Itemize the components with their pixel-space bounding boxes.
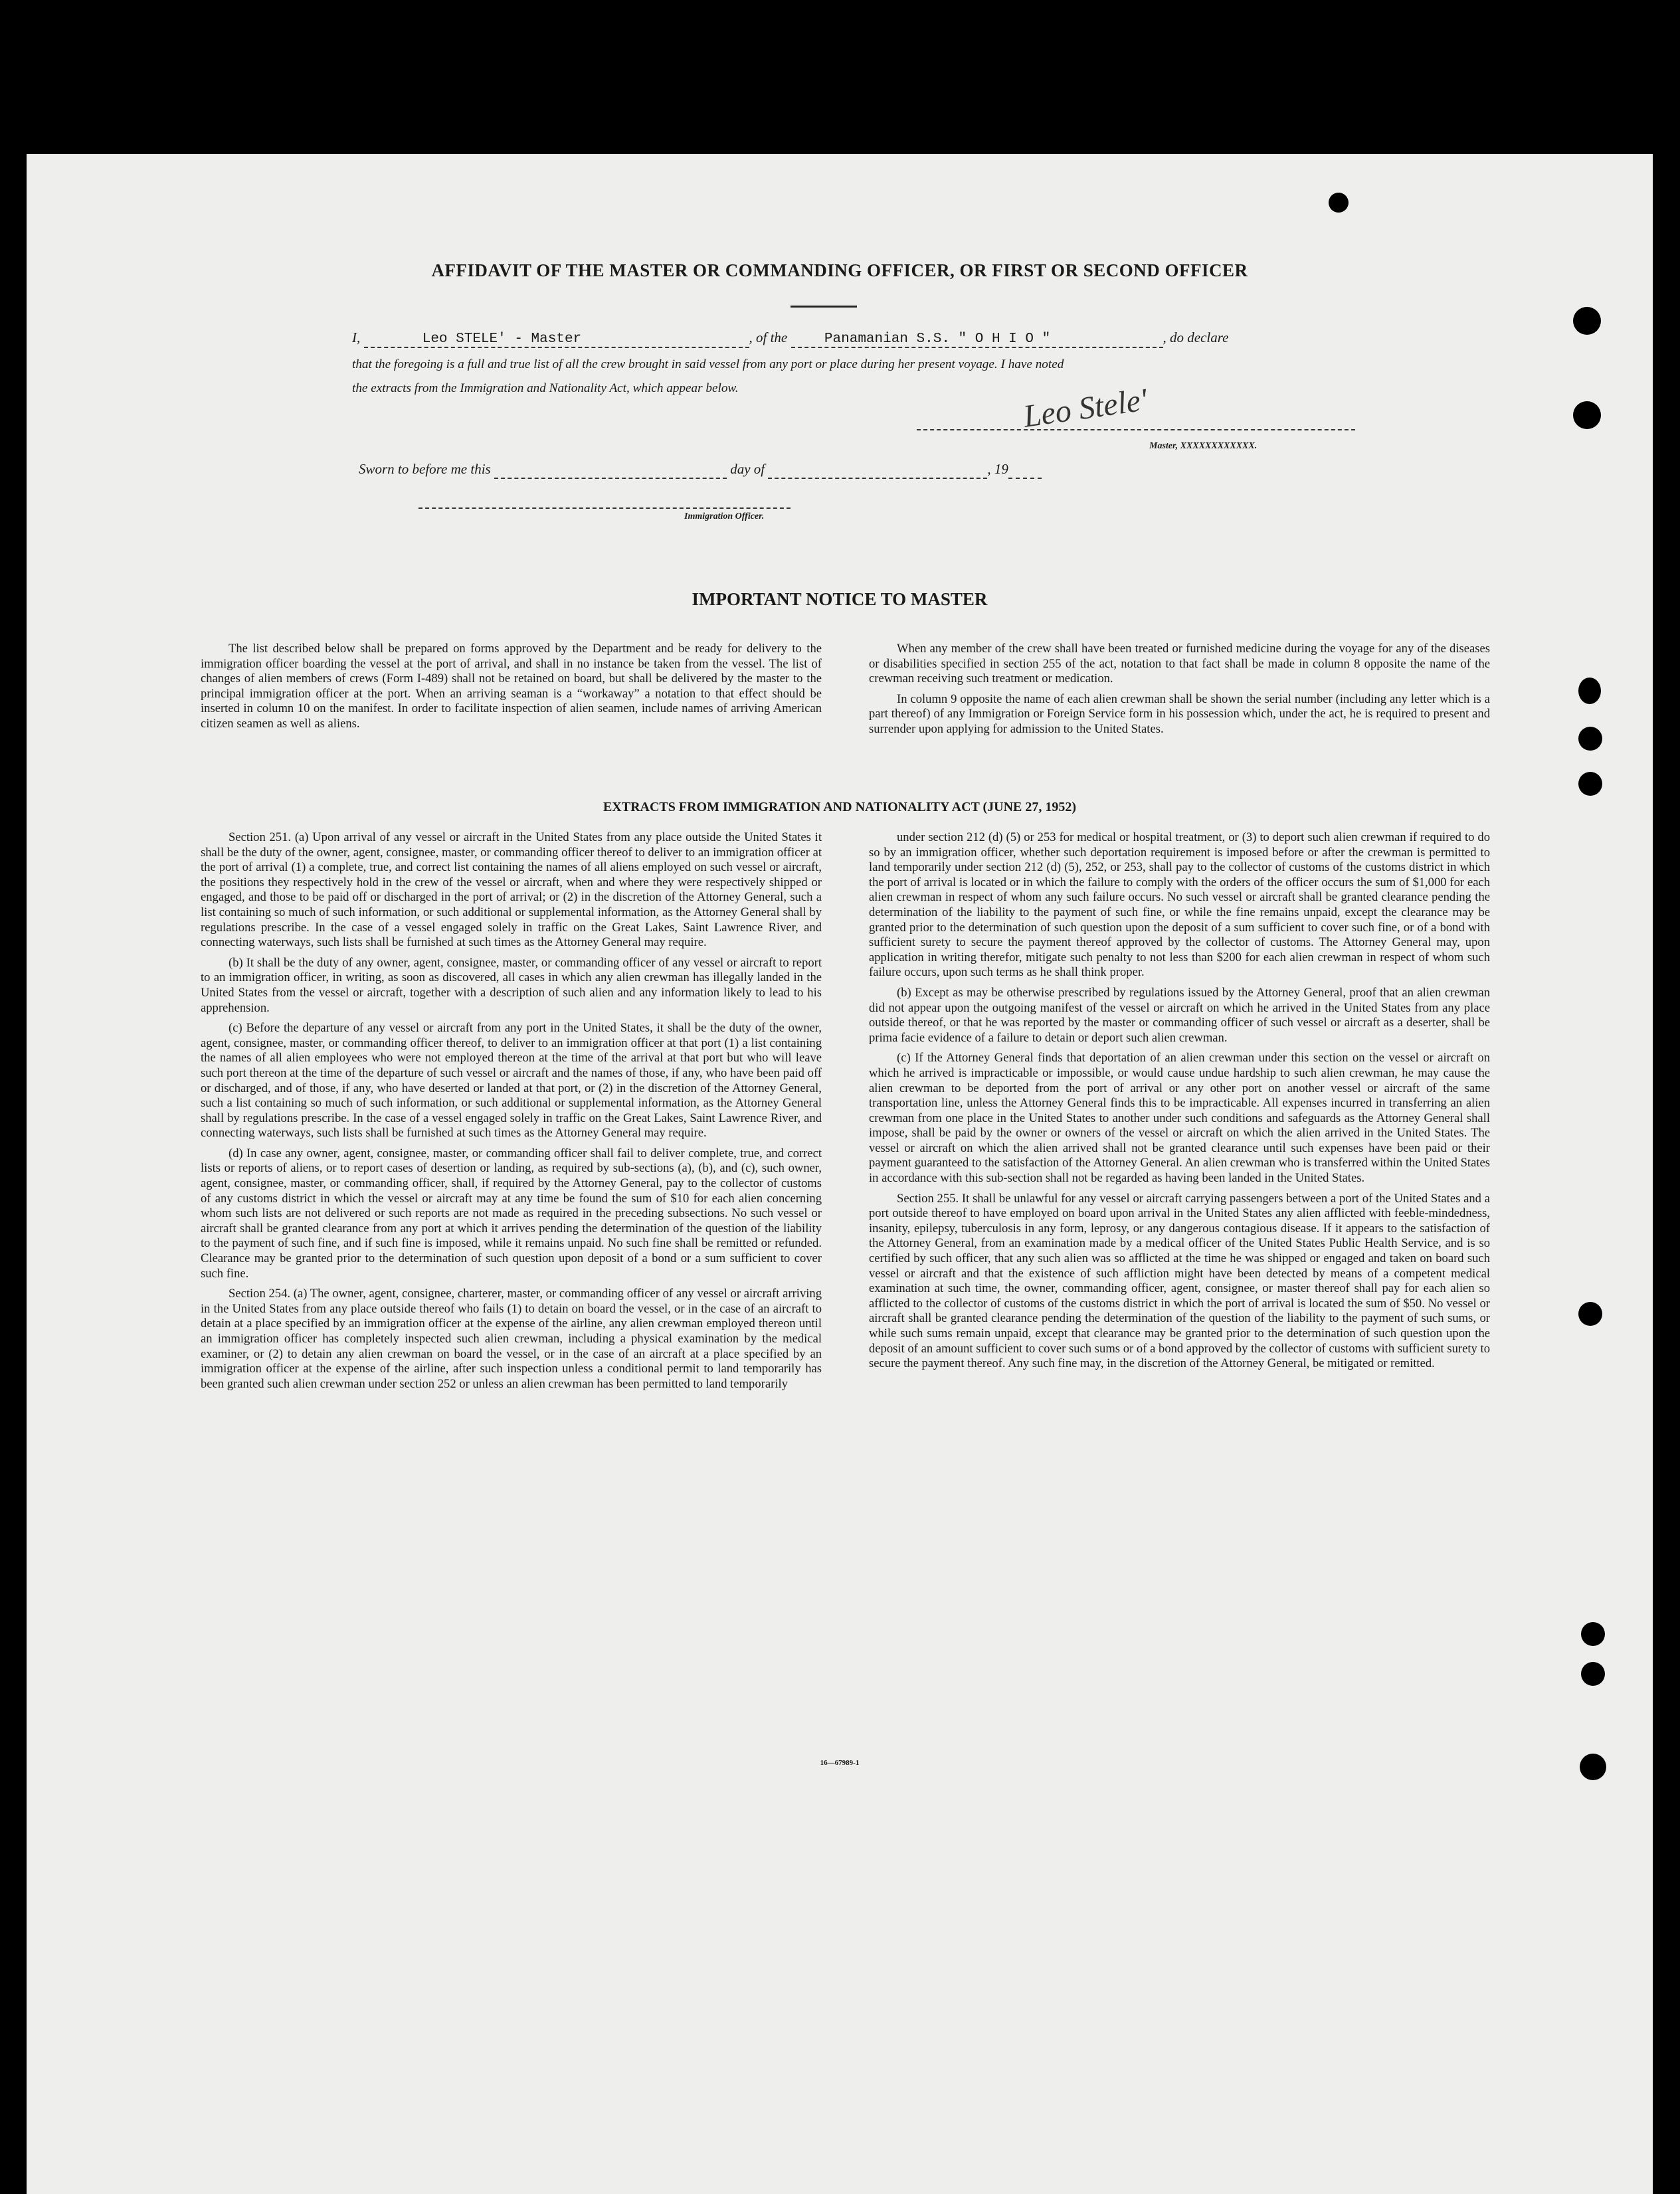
sworn-line [359,461,1042,479]
punch-hole [1573,307,1601,335]
notice-right-column [869,642,1490,743]
vessel-name: Panamanian S.S. " O H I O " [824,331,1051,347]
master-name: Leo STELE' - Master [422,331,582,347]
pronoun-i: I, [352,329,361,345]
punch-hole [1578,727,1602,751]
extracts-heading: EXTRACTS FROM IMMIGRATION AND NATIONALITY ACT (JUNE 27, 1952) [603,800,1077,814]
punch-hole [1329,193,1349,213]
master-name-field [364,331,749,348]
extracts-right-column [869,830,1490,1377]
extracts-left-column [201,830,822,1397]
punch-hole [1581,1622,1605,1646]
punch-hole [1578,1302,1602,1326]
section-paragraph: (b) Except as may be otherwise prescribed by regulations issued by the Attorney General, proof that an alien crewman did not appear upon the outgoing manifest of the vessel or aircraft on which he arrived in the United States from any place outside thereof, or that he was reported by the master or commanding officer of such vessel or aircraft as a deserter, shall be prima facie evidence of a failure to detain or deport such alien crewman. [869,985,1490,1045]
year-field [1008,461,1042,479]
section-paragraph: under section 212 (d) (5) or 253 for medical or hospital treatment, or (3) to deport such alien crewman if required to do so by an immigration officer, whether such deportation requirement is imposed before or after the crewman is permitted to land temporarily under section 212 (d) (5), 252, or 253, shall pay to the collector of customs of the customs district in which the port of arrival is located or in which the failure to comply with the orders of the officer occurs the sum of $1,000 for each alien crewman in respect of whom any such failure occurs. No such vessel or aircraft shall be granted clearance pending the determination of the liability to the payment of such fine, or while the fine remains unpaid, except the clearance may be granted prior to the determination of such question upon the deposit of a sum sufficient to cover such fine, or of a bond with sufficient surety to secure the payment thereof approved by the collector of customs. The Attorney General may, upon application in writing therefor, mitigate such penalty to not less than $200 for each alien crewman in respect of whom such failure occurs, upon such terms as he shall think proper. [869,830,1490,980]
affidavit-title: AFFIDAVIT OF THE MASTER OR COMMANDING OFFICER, OR FIRST OR SECOND OFFICER [431,260,1248,280]
master-caption: Master, XXXXXXXXXXXX. [1149,441,1258,451]
section-paragraph: Section 254. (a) The owner, agent, consignee, charterer, master, or commanding officer of any vessel or aircraft arriving in the United States from any place outside thereof who fails (1) to detain on board the vessel, or in the case of an aircraft to detain at a place specified by an immigration officer at the expense of the airline, any alien crewman employed thereon until an immigration officer has completely inspected such alien crewman, including a physical examination by the medical examiner, or (2) to detain any alien crewman on board the vessel, or in the case of an aircraft at a place specified by an immigration officer at the expense of the airline, after such inspection unless a conditional permit to land temporarily has been granted such alien crewman under section 252 or unless an alien crewman has been permitted to land temporarily [201,1287,822,1391]
punch-hole [1573,401,1601,429]
sworn-date-field [494,461,727,479]
section-paragraph: (b) It shall be the duty of any owner, agent, consignee, master, or commanding officer of any vessel or aircraft to report to an immigration officer, in writing, as soon as discovered, all cases in which any alien crewman has illegally landed in the United States from the vessel or aircraft, together with a description of such alien and any information likely to lead to his apprehension. [201,955,822,1015]
punch-hole [1581,1662,1605,1686]
day-of-label: day of [730,461,765,477]
do-declare-label: , do declare [1163,329,1229,345]
section-paragraph: Section 255. It shall be unlawful for any vessel or aircraft carrying passengers between a port of the United States and a port outside thereof to have employed on board upon arrival in the United States any alien afflicted with feeble-mindedness, insanity, epilepsy, tuberculosis in any form, leprosy, or any dangerous contagious disease. If it appears to the satisfaction of the Attorney General, from an examination made by a medical officer of the United States Public Health Service, and is so certified by such officer, that any such alien was so afflicted at the time he was shipped or engaged and taken on board such vessel or aircraft and that the existence of such affliction might have been detected by means of a competent medical examination at such time, the owner, commanding officer, agent, consignee, or master thereof shall pay for each alien so afflicted to the collector of customs of the customs district in which the port of arrival is located the sum of $50. No vessel or aircraft shall be granted clearance pending the determination of the question of the liability to the payment of such sums, or while such sums remain unpaid, except that clearance may be granted prior to the determination of such question upon the deposit of an amount sufficient to cover such sums or of a bond approved by the collector of customs with sufficient surety to secure the payment thereof. Any such fine may, in the discretion of the Attorney General, be mitigated or remitted. [869,1191,1490,1371]
signature-line [917,429,1355,430]
notice-paragraph: In column 9 opposite the name of each alien crewman shall be shown the serial number (including any letter which is a part thereof) of any Immigration or Foreign Service form in his possession which, under the act, he is required to present and surrender upon applying for admission to the United States. [869,691,1490,736]
punch-hole [1578,772,1602,796]
notice-paragraph: The list described below shall be prepared on forms approved by the Department and be ready for delivery to the immigration officer boarding the vessel at the port of arrival, and shall in no instance be taken from the vessel. The list of changes of alien members of crews (Form I-489) shall not be retained on board, but shall be delivered by the master to the principal immigration officer at the port. When an arriving seaman is a “workaway” a notation to that effect should be inserted in column 10 on the manifest. In order to facilitate inspection of alien seamen, include names of arriving American citizen seamen as well as aliens. [201,642,822,731]
section-paragraph: Section 251. (a) Upon arrival of any vessel or aircraft in the United States from any place outside the United States it shall be the duty of the owner, agent, consignee, master, or commanding officer thereof to deliver to an immigration officer at the port of arrival (1) a complete, true, and correct list containing the names of all aliens employed on such vessel or aircraft, the positions they respectively hold in the crew of the vessel or aircraft, when and where they were respectively shipped or engaged, and those to be paid off or discharged in the port of arrival; or (2) in the discretion of the Attorney General, such a list containing so much of such information, or such additional or supplemental information, as the Attorney General shall by regulations prescribe. In the case of a vessel engaged solely in traffic on the Great Lakes, Saint Lawrence River, and connecting waterways, such lists shall be furnished at such times as the Attorney General may require. [201,830,822,950]
document-page [27,154,1653,2194]
master-signature: Leo Stele' [1021,382,1150,434]
punch-hole [1578,678,1601,704]
of-the-label: , of the [749,329,788,345]
officer-signature-line [419,494,791,509]
title-rule [791,306,857,308]
notice-left-column [201,642,822,737]
sworn-label: Sworn to before me this [359,461,491,477]
section-paragraph: (d) In case any owner, agent, consignee, master, or commanding officer shall fail to deliver complete, true, and correct lists or reports of aliens, or to report cases of desertion or landing, as required by sub-sections (a), (b), and (c), such owner, agent, consignee, master, or commanding officer, shall, if required by the Attorney General, pay to the collector of customs of any customs district in which the vessel or aircraft may at any time be found the sum of $10 for each alien concerning whom such lists are not delivered or such reports are not made as required in the preceding subsections. No such vessel or aircraft shall be granted clearance from any port at which it arrives pending the determination of the question of the liability to the payment of such fine, and if such fine is imposed, while it remains unpaid. No such fine shall be remitted or refunded. Clearance may be granted prior to the determination of such question upon deposit of a bond or a sum sufficient to cover such fine. [201,1146,822,1281]
year-label: , 19 [987,461,1008,477]
officer-caption: Immigration Officer. [684,511,765,521]
section-paragraph: (c) Before the departure of any vessel or aircraft from any port in the United States, it shall be the duty of the owner, agent, consignee, master, or commanding officer thereof, to deliver to an immigration officer at that port (1) a list containing the names of all alien employees who were not employed thereon at the time of the arrival at that port but who will leave such port thereon at the time of the departure of such vessel or aircraft and the names of those, if any, who have been paid off or discharged, and of those, if any, who have deserted or landed at that port, or (2) in the discretion of the Attorney General, such a list containing so much of such information, or such additional or supplemental information, as the Attorney General shall by regulations prescribe. In the case of a vessel engaged solely in traffic on the Great Lakes, Saint Lawrence River, and connecting waterways, such lists shall be furnished at such times as the Attorney General may require. [201,1021,822,1141]
vessel-field [791,331,1163,348]
declaration-line-1 [352,329,1228,348]
section-paragraph: (c) If the Attorney General finds that deportation of an alien crewman under this section on the vessel or aircraft on which he arrived is impracticable or impossible, or would cause undue hardship to such alien crewman, he may cause the alien crewman to be deported from the port of arrival or any other port on another vessel or aircraft of the same transportation line, unless the Attorney General finds this to be impracticable. All expenses incurred in transferring an alien crewman from one place in the United States to another under such conditions and safeguards as the Attorney General shall impose, shall be paid by the owner or owners of the vessel or aircraft on which the alien arrived in the United States. The vessel or aircraft on which the alien arrived shall not be granted clearance until such expenses have been paid or their payment guaranteed to the satisfaction of the Attorney General. An alien crewman who is transferred within the United States in accordance with this sub-section shall not be regarded as having been landed in the United States. [869,1051,1490,1186]
declaration-line-2: that the foregoing is a full and true list of all the crew brought in said vessel from any port or place during her present voyage. I have noted [352,357,1064,371]
month-field [768,461,987,479]
form-code: 16—67989-1 [820,1759,860,1767]
notice-heading: IMPORTANT NOTICE TO MASTER [692,589,988,609]
punch-hole [1580,1754,1606,1780]
notice-paragraph: When any member of the crew shall have been treated or furnished medicine during the voyage for any of the diseases or disabilities specified in section 255 of the act, notation to that fact shall be made in column 8 opposite the name of the crewman receiving such treatment or medication. [869,642,1490,686]
declaration-line-3: the extracts from the Immigration and Nationality Act, which appear below. [352,381,739,395]
